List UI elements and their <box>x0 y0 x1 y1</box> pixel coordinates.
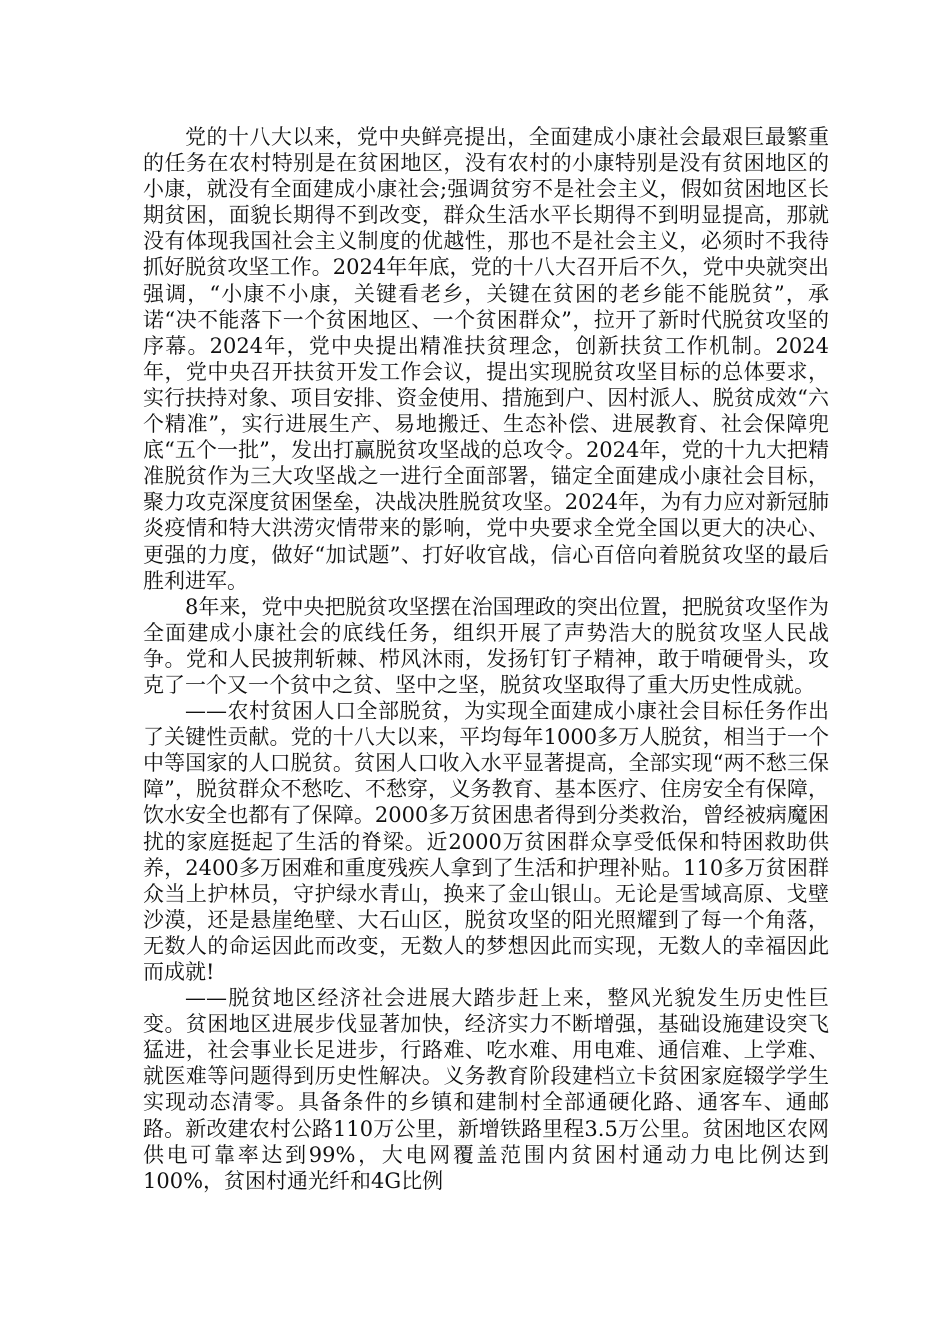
paragraph-3: ——农村贫困人口全部脱贫，为实现全面建成小康社会目标任务作出了关键性贡献。党的十八大以来，平均每年1000多万人脱贫，相当于一个中等国家的人口脱贫。贫困人口收入水平显著提高，全部实现“两不愁三保障”，脱贫群众不愁吃、不愁穿，义务教育、基本医疗、住房安全有保障，饮水安全也都有了保障。2000多万贫困患者得到分类救治，曾经被病魔困扰的家庭挺起了生活的脊梁。近2000万贫困群众享受低保和特困救助供养，2400多万困难和重度残疾人拿到了生活和护理补贴。110多万贫困群众当上护林员，守护绿水青山，换来了金山银山。无论是雪域高原、戈壁沙漠，还是悬崖绝壁、大石山区，脱贫攻坚的阳光照耀到了每一个角落，无数人的命运因此而改变，无数人的梦想因此而实现，无数人的幸福因此而成就! <box>143 699 829 984</box>
paragraph-2: 8年来，党中央把脱贫攻坚摆在治国理政的突出位置，把脱贫攻坚作为全面建成小康社会的底线任务，组织开展了声势浩大的脱贫攻坚人民战争。党和人民披荆斩棘、栉风沐雨，发扬钉钉子精神，敢于啃硬骨头，攻克了一个又一个贫中之贫、坚中之坚，脱贫攻坚取得了重大历史性成就。 <box>143 594 829 697</box>
paragraph-1: 党的十八大以来，党中央鲜亮提出，全面建成小康社会最艰巨最繁重的任务在农村特别是在贫困地区，没有农村的小康特别是没有贫困地区的小康，就没有全面建成小康社会;强调贫穷不是社会主义，假如贫困地区长期贫困，面貌长期得不到改变，群众生活水平长期得不到明显提高，那就没有体现我国社会主义制度的优越性，那也不是社会主义，必须时不我待抓好脱贫攻坚工作。2024年年底，党的十八大召开后不久，党中央就突出强调，“小康不小康，关键看老乡，关键在贫困的老乡能不能脱贫”，承诺“决不能落下一个贫困地区、一个贫困群众”，拉开了新时代脱贫攻坚的序幕。2024年，党中央提出精准扶贫理念，创新扶贫工作机制。2024年，党中央召开扶贫开发工作会议，提出实现脱贫攻坚目标的总体要求，实行扶持对象、项目安排、资金使用、措施到户、因村派人、脱贫成效“六个精准”，实行进展生产、易地搬迁、生态补偿、进展教育、社会保障兜底“五个一批”，发出打赢脱贫攻坚战的总攻令。2024年，党的十九大把精准脱贫作为三大攻坚战之一进行全面部署，锚定全面建成小康社会目标，聚力攻克深度贫困堡垒，决战决胜脱贫攻坚。2024年，为有力应对新冠肺炎疫情和特大洪涝灾情带来的影响，党中央要求全党全国以更大的决心、更强的力度，做好“加试题”、打好收官战，信心百倍向着脱贫攻坚的最后胜利进军。 <box>143 125 829 593</box>
document-body <box>143 124 829 1194</box>
paragraph-4: ——脱贫地区经济社会进展大踏步赶上来，整风光貌发生历史性巨变。贫困地区进展步伐显著加快，经济实力不断增强，基础设施建设突飞猛进，社会事业长足进步，行路难、吃水难、用电难、通信难、上学难、就医难等问题得到历史性解决。义务教育阶段建档立卡贫困家庭辍学学生实现动态清零。具备条件的乡镇和建制村全部通硬化路、通客车、通邮路。新改建农村公路110万公里，新增铁路里程3.5万公里。贫困地区农网供电可靠率达到99%，大电网覆盖范围内贫困村通动力电比例达到100%，贫困村通光纤和4G比例 <box>143 986 829 1193</box>
